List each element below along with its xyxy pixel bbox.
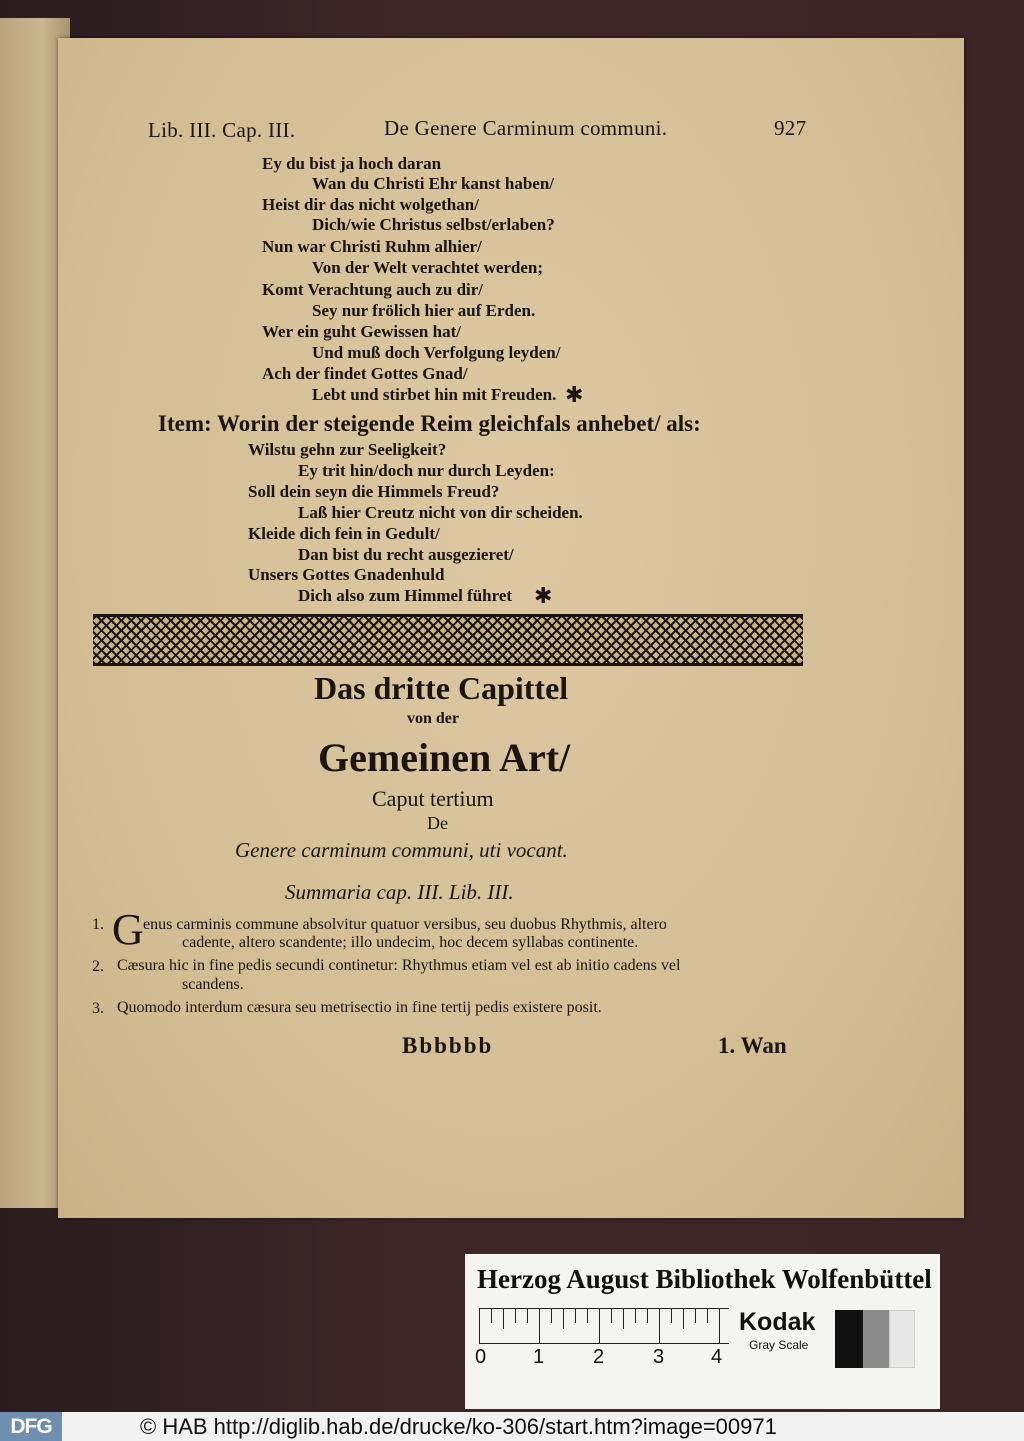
ruler-tick: [515, 1309, 516, 1323]
catchword: 1. Wan: [718, 1033, 787, 1058]
ruler-tick: [599, 1309, 600, 1343]
item-heading: Item: Worin der steigende Reim gleichfals anhebet/ als:: [158, 411, 701, 436]
decorative-border-ornament: [93, 614, 803, 666]
running-head-left: Lib. III. Cap. III.: [148, 118, 296, 142]
chapter-title: Das dritte Capittel: [314, 670, 569, 706]
ruler-number: 0: [475, 1346, 487, 1368]
latin-subtitle: Genere carminum communi, uti vocant.: [235, 838, 568, 862]
gray-patch-light: [889, 1310, 915, 1368]
gray-scale-caption: Gray Scale: [749, 1338, 809, 1352]
library-name: Herzog August Bibliothek Wolfenbüttel: [477, 1264, 932, 1294]
ruler-tick: [695, 1309, 696, 1323]
ruler-number: 3: [653, 1346, 665, 1368]
ruler-tick: [623, 1309, 624, 1329]
kodak-logo: Kodak: [739, 1308, 816, 1336]
poem-line: Sey nur frölich hier auf Erden.: [312, 301, 536, 320]
poem-line: Komt Verachtung auch zu dir/: [262, 280, 484, 299]
gray-patch-mid: [863, 1310, 889, 1368]
poem-line: Ach der findet Gottes Gnad/: [262, 364, 468, 383]
poem-line: Und muß doch Verfolgung leyden/: [312, 343, 561, 362]
signature-mark: Bbbbbb: [402, 1033, 494, 1058]
poem-line: Kleide dich fein in Gedult/: [248, 524, 440, 543]
poem-line: Ey trit hin/doch nur durch Leyden:: [298, 461, 555, 480]
poem-line: Dich/wie Christus selbst/erlaben?: [312, 215, 555, 234]
ruler-tick: [683, 1309, 684, 1329]
poem-line: Dich also zum Himmel führet: [298, 586, 513, 605]
poem-line: Wilstu gehn zur Seeligkeit?: [248, 440, 447, 459]
ruler-tick: [659, 1309, 660, 1343]
summary-number: 3.: [92, 1000, 104, 1017]
chapter-subtitle: Gemeinen Art/: [318, 735, 571, 780]
summary-text: Cæsura hic in fine pedis secundi continetur: Rhythmus etiam vel est ab initio cadens vel: [117, 957, 681, 974]
copyright-link[interactable]: © HAB http://diglib.hab.de/drucke/ko-306/start.htm?image=00971: [140, 1414, 777, 1439]
ruler-tick: [479, 1309, 480, 1343]
chapter-title-connector: von der: [407, 710, 459, 727]
ruler-number: 2: [593, 1346, 605, 1368]
poem-line: Nun war Christi Ruhm alhier/: [262, 237, 482, 256]
summary-number: 2.: [92, 958, 104, 975]
poem-line: Heist dir das nicht wolgethan/: [262, 195, 479, 214]
dfg-logo: DFG: [0, 1412, 62, 1441]
poem-line: Wan du Christi Ehr kanst haben/: [312, 174, 555, 193]
page-number: 927: [774, 116, 807, 140]
summary-text: enus carminis commune absolvitur quatuor versibus, seu duobus Rhythmis, altero: [143, 916, 667, 933]
drop-cap: G: [112, 905, 144, 954]
poem-line: Unsers Gottes Gnadenhuld: [248, 565, 445, 584]
ruler-tick: [575, 1309, 576, 1323]
summary-heading: Summaria cap. III. Lib. III.: [285, 880, 514, 904]
latin-title: Caput tertium: [372, 786, 494, 811]
asterism-icon: ✱: [565, 383, 584, 408]
credit-bar: [0, 1412, 1024, 1441]
library-label: [465, 1254, 940, 1409]
ruler-tick: [647, 1309, 648, 1323]
measurement-ruler: [479, 1308, 729, 1344]
poem-line: Wer ein guht Gewissen hat/: [262, 322, 461, 341]
asterism-icon: ✱: [534, 584, 553, 609]
latin-de: De: [427, 813, 448, 833]
ruler-tick: [563, 1309, 564, 1329]
running-head-center: De Genere Carminum communi.: [384, 116, 668, 140]
ruler-tick: [671, 1309, 672, 1323]
ruler-tick: [539, 1309, 540, 1343]
ruler-tick: [635, 1309, 636, 1323]
poem-line: Lebt und stirbet hin mit Freuden.: [312, 385, 557, 404]
ruler-tick: [551, 1309, 552, 1323]
poem-line: Von der Welt verachtet werden;: [312, 258, 544, 277]
gray-patch-black: [835, 1310, 863, 1368]
ruler-tick: [707, 1309, 708, 1323]
ruler-tick: [527, 1309, 528, 1323]
ruler-tick: [611, 1309, 612, 1323]
poem-line: Soll dein seyn die Himmels Freud?: [248, 482, 500, 501]
summary-number: 1.: [92, 916, 104, 933]
summary-text: cadente, altero scandente; illo undecim, hoc decem syllabas continente.: [182, 934, 639, 951]
summary-text: Quomodo interdum cæsura seu metrisectio in fine tertij pedis existere posit.: [117, 999, 602, 1016]
poem-line: Ey du bist ja hoch daran: [262, 154, 442, 173]
ruler-tick: [503, 1309, 504, 1329]
ruler-tick: [587, 1309, 588, 1323]
summary-text: scandens.: [182, 976, 244, 993]
poem-line: Laß hier Creutz nicht von dir scheiden.: [298, 503, 583, 522]
ruler-number: 1: [533, 1346, 545, 1368]
ruler-number: 4: [711, 1346, 723, 1368]
poem-line: Dan bist du recht ausgezieret/: [298, 545, 514, 564]
ruler-tick: [719, 1309, 720, 1343]
ruler-tick: [491, 1309, 492, 1323]
